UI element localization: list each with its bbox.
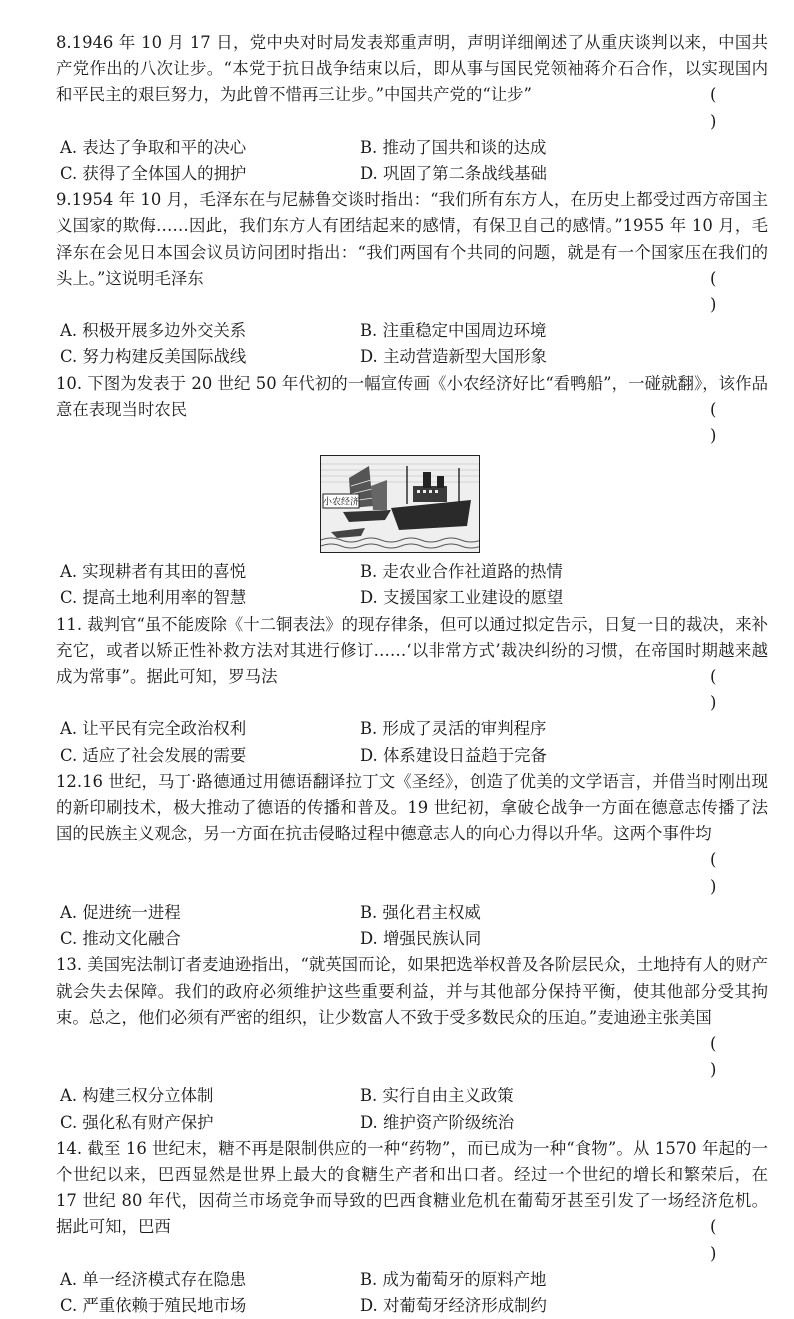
figure-label: 小农经济 (322, 497, 360, 508)
propaganda-poster-figure (320, 455, 480, 553)
option-d[interactable]: D. 维护资产阶级统治 (360, 1112, 515, 1132)
option-c[interactable]: C. 强化私有财产保护 (60, 1112, 214, 1132)
option-d[interactable]: D. 增强民族认同 (360, 929, 482, 949)
option-d[interactable]: D. 巩固了第二条战线基础 (360, 164, 547, 184)
option-b[interactable]: B. 走农业合作社道路的热情 (360, 562, 563, 582)
option-d[interactable]: D. 主动营造新型大国形象 (360, 347, 547, 367)
option-a[interactable]: A. 促进统一进程 (60, 902, 181, 922)
option-d[interactable]: D. 体系建设日益趋于完备 (360, 745, 547, 765)
question-stem: 13. 美国宪法制订者麦迪逊指出，“就英国而论，如果把选举权普及各阶层民众，土地持有人的财产就会失去保障。我们的政府必须维护这些重要利益，并与其他部分保持平衡，使其他部分受其拘束。总之，他们必须有严密的组织，让少数富人不致于受多数民众的压迫。”麦迪逊主张美国 (56, 955, 768, 1027)
options (56, 1267, 768, 1319)
option-c[interactable]: C. 努力构建反美国际战线 (60, 347, 247, 367)
option-d[interactable]: D. 支援国家工业建设的愿望 (360, 588, 564, 608)
question-12 (56, 769, 768, 952)
answer-bracket[interactable]: ( ) (710, 1033, 735, 1080)
options (56, 135, 768, 187)
question-13 (56, 952, 768, 1135)
question-stem: 9.1954 年 10 月，毛泽东在与尼赫鲁交谈时指出：“我们所有东方人，在历史上都受过西方帝国主义国家的欺侮……因此，我们东方人有团结起来的感情，有保卫自己的感情。”1955 年 10 月，毛泽东在会见日本国会议员访问团时指出：“我们两国有个共同的问题，就是有一个国家压在我们的头上。”这说明毛泽东 (56, 190, 768, 288)
option-a[interactable]: A. 让平民有完全政治权利 (60, 719, 247, 739)
boats-illustration (321, 456, 479, 552)
option-b[interactable]: B. 实行自由主义政策 (360, 1086, 514, 1106)
question-8 (56, 30, 768, 187)
option-b[interactable]: B. 形成了灵活的审判程序 (360, 719, 547, 739)
option-a[interactable]: A. 表达了争取和平的决心 (60, 137, 247, 157)
question-stem: 14. 截至 16 世纪末，糖不再是限制供应的一种“药物”，而已成为一种“食物”。从 1570 年起的一个世纪以来，巴西显然是世界上最大的食糖生产者和出口者。经过一个世纪的增长和繁荣后，在 17 世纪 80 年代，因荷兰市场竞争而导致的巴西食糖业危机在葡萄牙甚至引发了一场经济危机。据此可知，巴西 (56, 1138, 768, 1237)
option-a[interactable]: A. 实现耕者有其田的喜悦 (60, 562, 247, 582)
options (56, 900, 768, 952)
options (56, 716, 768, 768)
question-stem: 11. 裁判官“虽不能废除《十二铜表法》的现存律条，但可以通过拟定告示，日复一日的裁决，来补充它，或者以矫正性补救方法对其进行修订……‘以非常方式’裁决纠纷的习惯，在帝国时期越来越成为常事”。据此可知，罗马法 (56, 614, 768, 687)
option-c[interactable]: C. 推动文化融合 (60, 929, 181, 949)
question-9 (56, 187, 768, 370)
question-stem: 8.1946 年 10 月 17 日，党中央对时局发表郑重声明，声明详细阐述了从重庆谈判以来，中国共产党作出的八次让步。“本党于抗日战争结束以后，即从事与国民党领袖蒋介石合作，以实现国内和平民主的艰巨努力，为此曾不惜再三让步。”中国共产党的“让步” (56, 33, 768, 105)
options (56, 318, 768, 370)
option-a[interactable]: A. 构建三权分立体制 (60, 1086, 214, 1106)
question-14 (56, 1136, 768, 1319)
option-a[interactable]: A. 积极开展多边外交关系 (60, 321, 247, 341)
option-a[interactable]: A. 单一经济模式存在隐患 (60, 1269, 247, 1289)
option-b[interactable]: B. 注重稳定中国周边环境 (360, 321, 547, 341)
answer-bracket[interactable]: ( ) (710, 268, 735, 315)
options (56, 1083, 768, 1135)
question-stem: 10. 下图为发表于 20 世纪 50 年代初的一幅宣传画《小农经济好比“看鸭船”，一碰就翻》，该作品意在表现当时农民 (56, 373, 768, 419)
options (56, 559, 768, 611)
option-c[interactable]: C. 获得了全体国人的拥护 (60, 164, 247, 184)
option-d[interactable]: D. 对葡萄牙经济形成制约 (360, 1295, 547, 1315)
option-b[interactable]: B. 推动了国共和谈的达成 (360, 137, 547, 157)
question-stem: 12.16 世纪，马丁·路德通过用德语翻译拉丁文《圣经》，创造了优美的文学语言，并借当时刚出现的新印刷技术，极大推动了德语的传播和普及。19 世纪初，拿破仑战争一方面在德意志传播了法国的民族主义观念，另一方面在抗击侵略过程中德意志人的向心力得以升华。这两个事件均 (56, 771, 768, 844)
answer-bracket[interactable]: ( ) (710, 850, 735, 896)
option-b[interactable]: B. 成为葡萄牙的原料产地 (360, 1269, 547, 1289)
answer-bracket[interactable]: ( ) (710, 399, 735, 446)
answer-bracket[interactable]: ( ) (710, 667, 735, 713)
option-c[interactable]: C. 提高土地利用率的智慧 (60, 588, 247, 608)
option-c[interactable]: C. 适应了社会发展的需要 (60, 745, 247, 765)
option-b[interactable]: B. 强化君主权威 (360, 902, 481, 922)
option-c[interactable]: C. 严重依赖于殖民地市场 (60, 1295, 247, 1315)
answer-bracket[interactable]: ( ) (710, 85, 735, 131)
question-10 (56, 371, 768, 612)
exam-page (56, 30, 768, 1319)
question-11 (56, 612, 768, 769)
answer-bracket[interactable]: ( ) (710, 1217, 735, 1263)
